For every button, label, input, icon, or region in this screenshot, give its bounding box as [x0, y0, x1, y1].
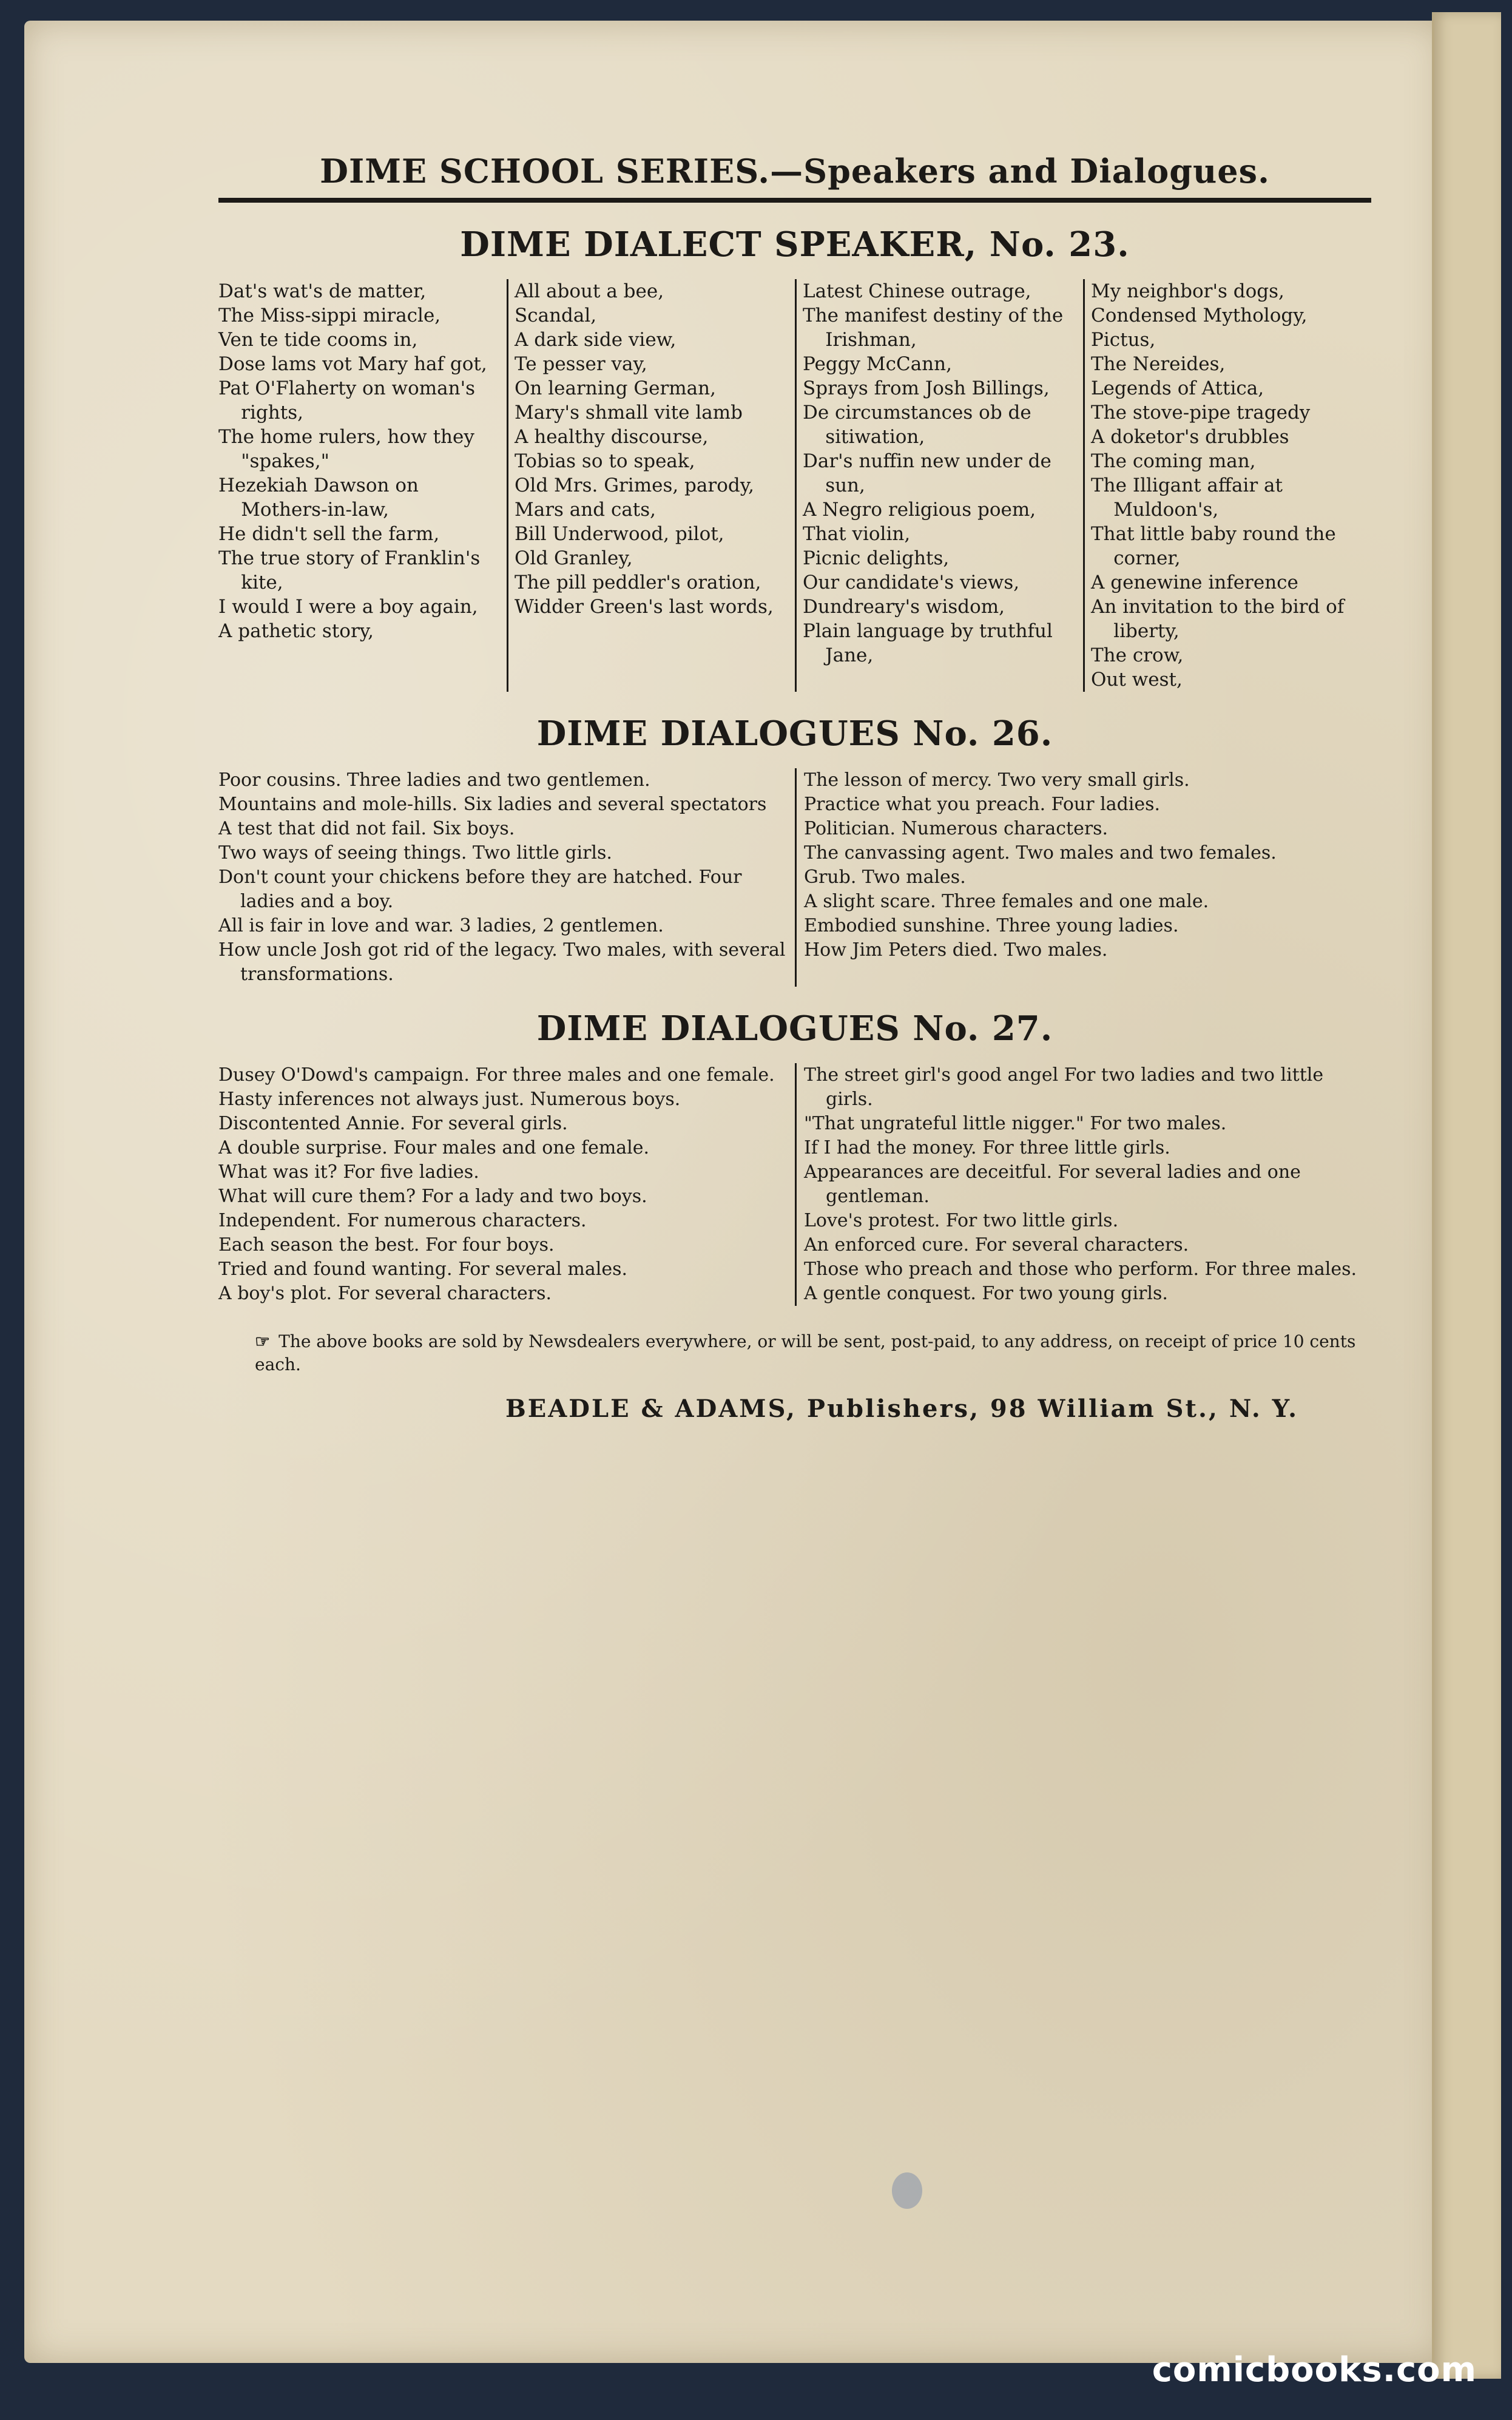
dialogue-entry: Mountains and mole-hills. Six ladies and several spectators: [218, 794, 767, 815]
speaker-entry: Bill Underwood, pilot,: [515, 523, 724, 545]
speaker-entry: Condensed Mythology,: [1091, 305, 1308, 326]
speaker-entry: Te pesser vay,: [515, 353, 647, 375]
speaker-column: [795, 279, 1083, 692]
speaker-entry: A doketor's drubbles: [1091, 426, 1289, 448]
dialogue-column: [218, 768, 795, 987]
dialogue-entry: If I had the money. For three little girls.: [804, 1137, 1170, 1158]
dialogue-entry: What will cure them? For a lady and two boys.: [218, 1186, 647, 1207]
speaker-entry: A healthy discourse,: [515, 426, 709, 448]
dialogue-entry: A gentle conquest. For two young girls.: [804, 1283, 1168, 1304]
dialogue-entry: Appearances are deceitful. For several ladies and one gentleman.: [804, 1161, 1301, 1207]
speaker-entry: Peggy McCann,: [803, 353, 952, 375]
watermark: comicbooks.com: [1152, 2350, 1477, 2390]
speaker-entry: The true story of Franklin's kite,: [218, 547, 481, 593]
speaker-entry: An invitation to the bird of liberty,: [1091, 596, 1345, 642]
speaker-entry: The Nereides,: [1091, 353, 1226, 375]
speaker-entry: A genewine inference: [1091, 572, 1298, 593]
speaker-entry: Widder Green's last words,: [515, 596, 774, 618]
speaker-entry: That violin,: [803, 523, 911, 545]
speaker-column: [507, 279, 795, 692]
speaker-entry: Tobias so to speak,: [515, 450, 695, 472]
speaker-entry: Dat's wat's de matter,: [218, 280, 427, 302]
dialogues27-grid: [218, 1063, 1371, 1306]
dialogue-entry: "That ungrateful little nigger." For two males.: [804, 1113, 1227, 1134]
dialogue-entry: What was it? For five ladies.: [218, 1161, 479, 1183]
dialogue-entry: A boy's plot. For several characters.: [218, 1283, 552, 1304]
speaker-entry: Sprays from Josh Billings,: [803, 377, 1050, 399]
dialogue-entry: Two ways of seeing things. Two little girls.: [218, 842, 612, 864]
speaker-entry: Pictus,: [1091, 329, 1156, 351]
ink-stain: [892, 2172, 922, 2209]
speaker-entry: A Negro religious poem,: [803, 499, 1036, 521]
footnote-text: The above books are sold by Newsdealers everywhere, or will be sent, post-paid, to any address, on receipt of price 10 cents each.: [255, 1331, 1356, 1374]
speaker-entry: Ven te tide cooms in,: [218, 329, 418, 351]
dialogue-entry: The canvassing agent. Two males and two females.: [804, 842, 1277, 864]
dialogue-column: [795, 768, 1371, 987]
speaker-column: [218, 279, 507, 692]
speaker-entry: Pat O'Flaherty on woman's rights,: [218, 377, 476, 424]
speaker-entry: The Illigant affair at Muldoon's,: [1091, 475, 1283, 521]
speaker-entry: Plain language by truthful Jane,: [803, 620, 1053, 666]
speaker-grid: [218, 279, 1371, 692]
dialogue-entry: A slight scare. Three females and one male.: [804, 891, 1209, 912]
dialogue-entry: Practice what you preach. Four ladies.: [804, 794, 1161, 815]
speaker-entry: Old Mrs. Grimes, parody,: [515, 475, 754, 496]
dialogue-entry: Each season the best. For four boys.: [218, 1234, 555, 1256]
speaker-entry: The coming man,: [1091, 450, 1256, 472]
dialogue-entry: An enforced cure. For several characters.: [804, 1234, 1189, 1256]
speaker-entry: He didn't sell the farm,: [218, 523, 440, 545]
speaker-entry: My neighbor's dogs,: [1091, 280, 1284, 302]
dialogues27-title: DIME DIALOGUES No. 27.: [536, 1009, 1053, 1049]
speaker-entry: Dundreary's wisdom,: [803, 596, 1005, 618]
speaker-entry: A pathetic story,: [218, 620, 374, 642]
speaker-entry: All about a bee,: [515, 280, 664, 302]
speaker-entry: The manifest destiny of the Irishman,: [803, 305, 1064, 351]
speaker-entry: I would I were a boy again,: [218, 596, 478, 618]
dialogue-entry: How uncle Josh got rid of the legacy. Two males, with several transformations.: [218, 939, 786, 985]
speaker-column: [1083, 279, 1371, 692]
dialogue-column: [795, 1063, 1371, 1306]
dialogue-entry: Those who preach and those who perform. For three males.: [804, 1259, 1357, 1280]
dialogue-entry: Tried and found wanting. For several males.: [218, 1259, 628, 1280]
speaker-entry: Mars and cats,: [515, 499, 656, 521]
speaker-entry: Out west,: [1091, 669, 1183, 691]
dialogue-column: [218, 1063, 795, 1306]
speaker-entry: A dark side view,: [515, 329, 677, 351]
dialogue-entry: The lesson of mercy. Two very small girls.: [804, 769, 1190, 791]
dialogue-entry: Politician. Numerous characters.: [804, 818, 1109, 839]
dialogue-entry: Dusey O'Dowd's campaign. For three males and one female.: [218, 1064, 775, 1086]
speaker-entry: Our candidate's views,: [803, 572, 1020, 593]
dialogues26-grid: [218, 768, 1371, 987]
dialogue-entry: Love's protest. For two little girls.: [804, 1210, 1119, 1231]
speaker-entry: Scandal,: [515, 305, 597, 326]
dialogue-entry: Discontented Annie. For several girls.: [218, 1113, 568, 1134]
dialogue-entry: Don't count your chickens before they are hatched. Four ladies and a boy.: [218, 867, 742, 912]
dialogue-entry: All is fair in love and war. 3 ladies, 2 gentlemen.: [218, 915, 664, 936]
speaker-entry: On learning German,: [515, 377, 716, 399]
speaker-entry: The pill peddler's oration,: [515, 572, 761, 593]
dialogue-entry: A double surprise. Four males and one female.: [218, 1137, 650, 1158]
speaker-entry: Mary's shmall vite lamb: [515, 402, 743, 424]
speaker-entry: The crow,: [1091, 644, 1184, 666]
footnote: [218, 1330, 1371, 1376]
dialogue-entry: Embodied sunshine. Three young ladies.: [804, 915, 1179, 936]
dialogue-entry: Poor cousins. Three ladies and two gentlemen.: [218, 769, 650, 791]
publisher-imprint: BEADLE & ADAMS, Publishers, 98 William St., N. Y.: [505, 1394, 1298, 1423]
speaker-entry: The stove-pipe tragedy: [1091, 402, 1311, 424]
speaker-entry: The home rulers, how they "spakes,": [218, 426, 474, 472]
dialogue-entry: Hasty inferences not always just. Numerous boys.: [218, 1089, 681, 1110]
speaker-entry: The Miss-sippi miracle,: [218, 305, 441, 326]
series-header: DIME SCHOOL SERIES.—Speakers and Dialogues.: [218, 152, 1371, 203]
speaker-entry: De circumstances ob de sitiwation,: [803, 402, 1031, 448]
speaker-entry: Legends of Attica,: [1091, 377, 1264, 399]
speaker-entry: Picnic delights,: [803, 547, 950, 569]
speaker-entry: Dose lams vot Mary haf got,: [218, 353, 487, 375]
speaker-entry: Hezekiah Dawson on Mothers-in-law,: [218, 475, 419, 521]
dialogue-entry: The street girl's good angel For two ladies and two little girls.: [804, 1064, 1324, 1110]
speaker-entry: Dar's nuffin new under de sun,: [803, 450, 1051, 496]
dialogue-entry: Grub. Two males.: [804, 867, 966, 888]
dialogue-entry: A test that did not fail. Six boys.: [218, 818, 515, 839]
dialogue-entry: Independent. For numerous characters.: [218, 1210, 587, 1231]
dialogues26-title: DIME DIALOGUES No. 26.: [536, 714, 1053, 754]
speaker-title: DIME DIALECT SPEAKER, No. 23.: [460, 225, 1130, 265]
pointing-hand-icon: ☞: [255, 1331, 271, 1351]
page-edge: [1432, 12, 1501, 2379]
page-content: [218, 152, 1371, 1423]
speaker-entry: Latest Chinese outrage,: [803, 280, 1031, 302]
dialogue-entry: How Jim Peters died. Two males.: [804, 939, 1108, 961]
speaker-entry: Old Granley,: [515, 547, 633, 569]
speaker-entry: That little baby round the corner,: [1091, 523, 1336, 569]
